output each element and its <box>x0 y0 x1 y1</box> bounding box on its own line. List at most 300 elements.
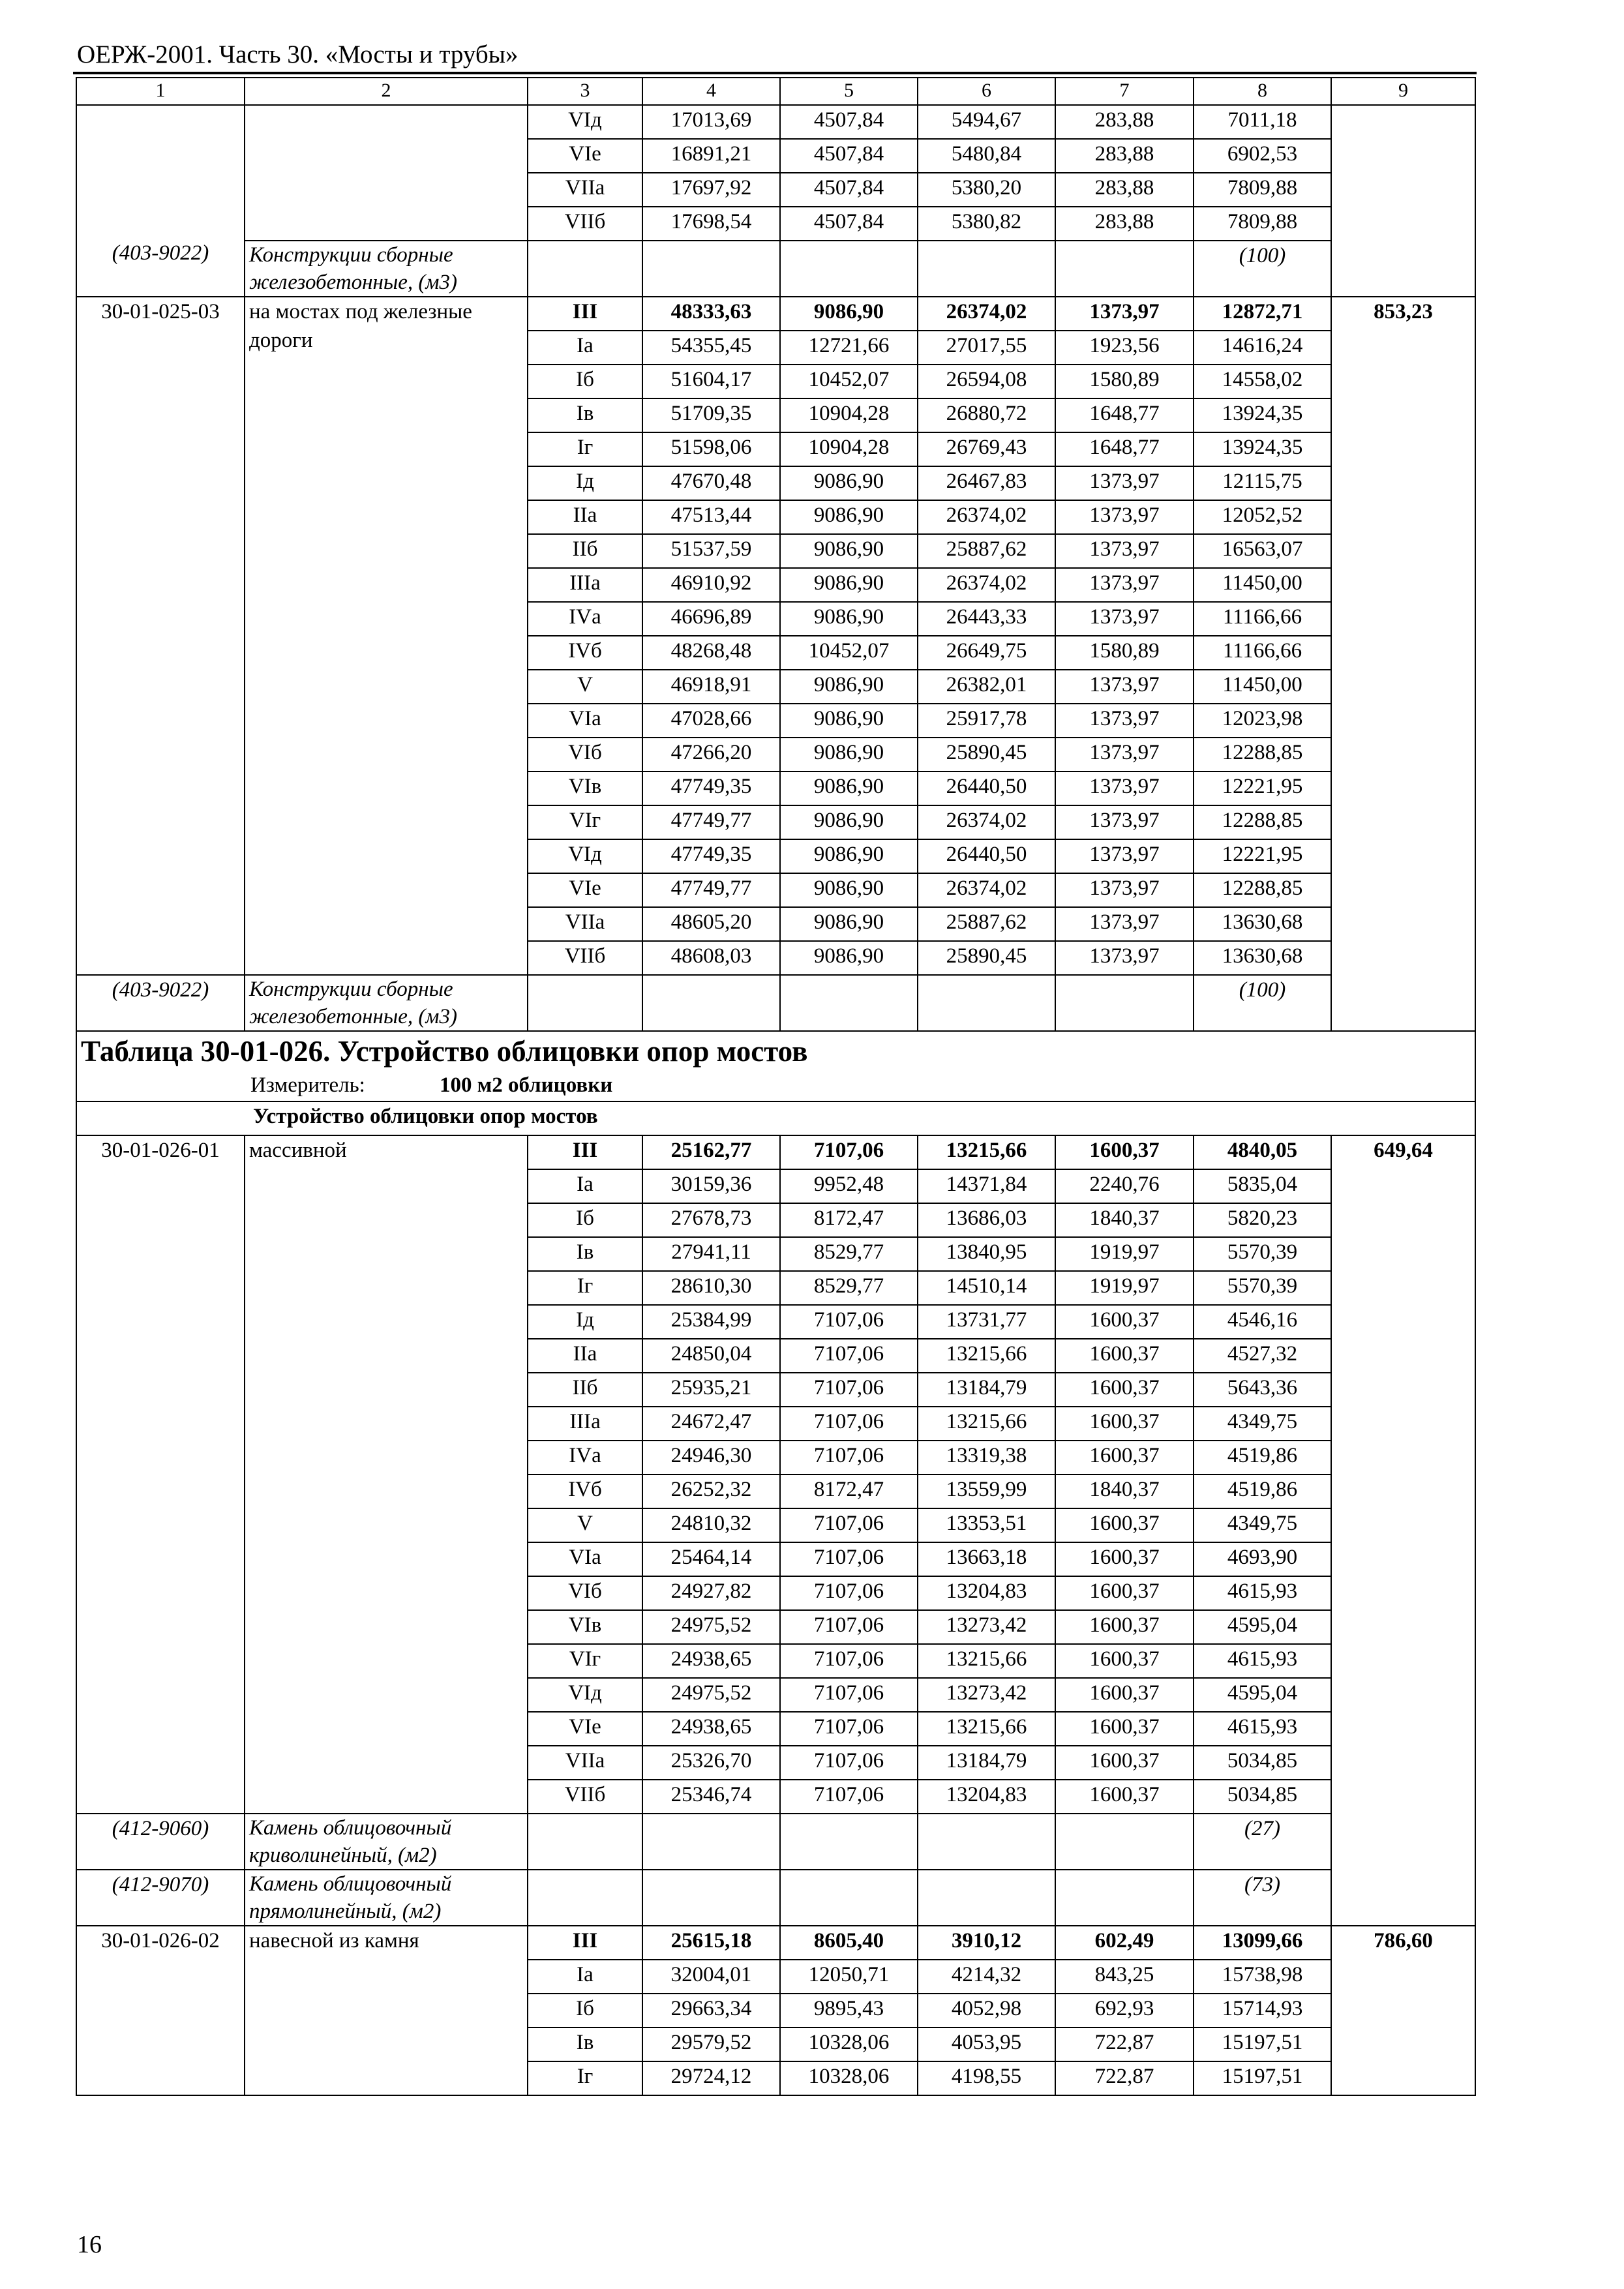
value-cell-col5: 9086,90 <box>780 466 918 500</box>
value-cell-col4: 51598,06 <box>642 432 780 466</box>
value-cell-col8: 7809,88 <box>1194 207 1331 241</box>
value-cell-col6: 5494,67 <box>918 105 1055 139</box>
material-quantity: (73) <box>1194 1870 1331 1926</box>
empty-cell <box>1055 1814 1194 1870</box>
zone-cell: Iб <box>528 365 642 398</box>
value-cell-col7: 1373,97 <box>1055 297 1194 331</box>
value-cell-col8: 5643,36 <box>1194 1373 1331 1407</box>
value-cell-col7: 1600,37 <box>1055 1678 1194 1712</box>
value-cell-col7: 1373,97 <box>1055 568 1194 602</box>
value-cell-col8: 11166,66 <box>1194 636 1331 670</box>
value-cell-col6: 13731,77 <box>918 1305 1055 1339</box>
value-cell-col4: 24810,32 <box>642 1508 780 1542</box>
value-cell-col8: 13630,68 <box>1194 941 1331 975</box>
value-cell-col5: 10328,06 <box>780 2061 918 2095</box>
value-cell-col8: 12872,71 <box>1194 297 1331 331</box>
value-cell-col8: 14558,02 <box>1194 365 1331 398</box>
value-cell-col5: 12721,66 <box>780 331 918 365</box>
value-cell-col4: 24672,47 <box>642 1407 780 1441</box>
value-cell-col6: 13184,79 <box>918 1746 1055 1780</box>
value-cell-col6: 25887,62 <box>918 534 1055 568</box>
value-cell-col4: 47028,66 <box>642 704 780 738</box>
value-cell-col5: 8605,40 <box>780 1926 918 1960</box>
value-cell-col7: 843,25 <box>1055 1960 1194 1994</box>
value-cell-col6: 13840,95 <box>918 1237 1055 1271</box>
value-cell-col4: 24946,30 <box>642 1441 780 1474</box>
value-cell-col8: 15197,51 <box>1194 2061 1331 2095</box>
position-code: 30-01-026-01 <box>76 1135 245 1814</box>
value-cell-col7: 1600,37 <box>1055 1746 1194 1780</box>
value-cell-col5: 7107,06 <box>780 1135 918 1169</box>
value-cell-col6: 26374,02 <box>918 568 1055 602</box>
value-cell-col4: 27678,73 <box>642 1203 780 1237</box>
value-cell-col5: 4507,84 <box>780 105 918 139</box>
rates-table <box>76 77 1476 2096</box>
position-code: 30-01-026-02 <box>76 1926 245 2095</box>
zone-cell: VIе <box>528 1712 642 1746</box>
value-cell-col8: 5034,85 <box>1194 1746 1331 1780</box>
value-cell-col8: 4527,32 <box>1194 1339 1331 1373</box>
empty-cell <box>642 1814 780 1870</box>
text-line: прямолинейный, (м2) <box>249 1900 442 1923</box>
value-cell-col7: 1600,37 <box>1055 1780 1194 1814</box>
position-description <box>245 1926 528 2095</box>
zone-cell: VIв <box>528 1610 642 1644</box>
value-cell-col6: 27017,55 <box>918 331 1055 365</box>
value-cell-col6: 13204,83 <box>918 1576 1055 1610</box>
empty-cell <box>780 1814 918 1870</box>
value-cell-col4: 25935,21 <box>642 1373 780 1407</box>
value-cell-col7: 1600,37 <box>1055 1407 1194 1441</box>
value-cell-col4: 26252,32 <box>642 1474 780 1508</box>
value-cell-col8: 4349,75 <box>1194 1407 1331 1441</box>
value-cell-col7: 1600,37 <box>1055 1305 1194 1339</box>
text-line: навесной из камня <box>249 1929 419 1952</box>
value-cell-col6: 26467,83 <box>918 466 1055 500</box>
value-cell-col8: 11166,66 <box>1194 602 1331 636</box>
value-cell-col8: 4349,75 <box>1194 1508 1331 1542</box>
value-cell-col4: 24975,52 <box>642 1610 780 1644</box>
value-cell-col8: 7011,18 <box>1194 105 1331 139</box>
value-cell-col4: 46910,92 <box>642 568 780 602</box>
value-cell-col5: 9086,90 <box>780 670 918 704</box>
position-description <box>245 297 528 975</box>
subheading: Устройство облицовки опор мостов <box>76 1101 1475 1135</box>
value-cell-col6: 5480,84 <box>918 139 1055 173</box>
value-cell-col7: 1840,37 <box>1055 1203 1194 1237</box>
empty-cell <box>642 241 780 297</box>
value-cell-col7: 1600,37 <box>1055 1441 1194 1474</box>
zone-cell: VIд <box>528 105 642 139</box>
value-cell-col6: 26649,75 <box>918 636 1055 670</box>
value-cell-col5: 9086,90 <box>780 873 918 907</box>
value-cell-col5: 9952,48 <box>780 1169 918 1203</box>
value-cell-col5: 8172,47 <box>780 1203 918 1237</box>
subheading-row <box>76 1101 1475 1135</box>
value-cell-col8: 11450,00 <box>1194 568 1331 602</box>
value-cell-col8: 15197,51 <box>1194 2027 1331 2061</box>
value-cell-col4: 29724,12 <box>642 2061 780 2095</box>
value-cell-col4: 46696,89 <box>642 602 780 636</box>
value-cell-col6: 13686,03 <box>918 1203 1055 1237</box>
value-cell-col8: 4615,93 <box>1194 1644 1331 1678</box>
value-cell-col7: 722,87 <box>1055 2027 1194 2061</box>
zone-cell: IIб <box>528 534 642 568</box>
position-code: 30-01-025-03 <box>76 297 245 975</box>
zone-cell: III <box>528 297 642 331</box>
empty-cell <box>780 975 918 1031</box>
column9-value: 853,23 <box>1331 297 1475 1031</box>
empty-cell <box>528 1870 642 1926</box>
value-cell-col7: 1600,37 <box>1055 1542 1194 1576</box>
zone-cell: VIе <box>528 139 642 173</box>
value-cell-col8: 12288,85 <box>1194 873 1331 907</box>
zone-cell: VIIб <box>528 207 642 241</box>
zone-cell: Iв <box>528 1237 642 1271</box>
column-number: 9 <box>1331 78 1475 105</box>
value-cell-col4: 25326,70 <box>642 1746 780 1780</box>
value-cell-col6: 25890,45 <box>918 941 1055 975</box>
value-cell-col6: 13559,99 <box>918 1474 1055 1508</box>
value-cell-col7: 1373,97 <box>1055 738 1194 771</box>
zone-cell: VIа <box>528 1542 642 1576</box>
value-cell-col6: 13215,66 <box>918 1407 1055 1441</box>
zone-cell: Iв <box>528 2027 642 2061</box>
value-cell-col7: 1373,97 <box>1055 466 1194 500</box>
value-cell-col4: 24927,82 <box>642 1576 780 1610</box>
section-title: Таблица 30-01-026. Устройство облицовки опор мостов <box>76 1031 1475 1071</box>
value-cell-col6: 13215,66 <box>918 1339 1055 1373</box>
zone-cell: V <box>528 670 642 704</box>
material-row <box>76 1870 1475 1926</box>
material-quantity: (100) <box>1194 241 1331 297</box>
value-cell-col5: 7107,06 <box>780 1780 918 1814</box>
zone-cell: VIд <box>528 1678 642 1712</box>
meter-label: Измеритель: <box>250 1073 365 1097</box>
value-cell-col7: 1373,97 <box>1055 839 1194 873</box>
table-row <box>76 105 1475 139</box>
material-quantity: (100) <box>1194 975 1331 1031</box>
value-cell-col8: 5835,04 <box>1194 1169 1331 1203</box>
value-cell-col6: 26382,01 <box>918 670 1055 704</box>
value-cell-col8: 5570,39 <box>1194 1237 1331 1271</box>
value-cell-col8: 12221,95 <box>1194 771 1331 805</box>
material-code: (403-9022) <box>112 241 209 265</box>
zone-cell: Iв <box>528 398 642 432</box>
empty-cell <box>918 1814 1055 1870</box>
value-cell-col7: 1600,37 <box>1055 1339 1194 1373</box>
value-cell-col6: 13215,66 <box>918 1644 1055 1678</box>
text-line: Камень облицовочный <box>249 1872 452 1896</box>
value-cell-col8: 13630,68 <box>1194 907 1331 941</box>
empty-cell <box>642 1870 780 1926</box>
value-cell-col5: 7107,06 <box>780 1576 918 1610</box>
value-cell-col6: 26374,02 <box>918 500 1055 534</box>
value-cell-col7: 1600,37 <box>1055 1576 1194 1610</box>
value-cell-col4: 29579,52 <box>642 2027 780 2061</box>
material-row <box>76 975 1475 1031</box>
value-cell-col5: 7107,06 <box>780 1644 918 1678</box>
empty-cell <box>918 1870 1055 1926</box>
material-description <box>245 1870 528 1926</box>
column-number: 2 <box>245 78 528 105</box>
empty-cell <box>1055 1870 1194 1926</box>
header-rule <box>73 72 1477 74</box>
zone-cell: Iб <box>528 1203 642 1237</box>
value-cell-col7: 1600,37 <box>1055 1373 1194 1407</box>
value-cell-col7: 1373,97 <box>1055 907 1194 941</box>
zone-cell: VIб <box>528 738 642 771</box>
material-code: (403-9022) <box>76 975 245 1031</box>
value-cell-col8: 4615,93 <box>1194 1576 1331 1610</box>
material-code: (412-9060) <box>76 1814 245 1870</box>
value-cell-col7: 2240,76 <box>1055 1169 1194 1203</box>
value-cell-col5: 8172,47 <box>780 1474 918 1508</box>
value-cell-col6: 3910,12 <box>918 1926 1055 1960</box>
material-description <box>245 241 528 297</box>
value-cell-col7: 1648,77 <box>1055 432 1194 466</box>
zone-cell: VIIб <box>528 1780 642 1814</box>
empty-cell <box>528 975 642 1031</box>
value-cell-col5: 7107,06 <box>780 1746 918 1780</box>
table-row <box>76 1926 1475 1960</box>
value-cell-col6: 26374,02 <box>918 805 1055 839</box>
value-cell-col8: 13099,66 <box>1194 1926 1331 1960</box>
value-cell-col7: 602,49 <box>1055 1926 1194 1960</box>
value-cell-col5: 9086,90 <box>780 297 918 331</box>
zone-cell: Iд <box>528 466 642 500</box>
value-cell-col8: 12023,98 <box>1194 704 1331 738</box>
value-cell-col6: 13273,42 <box>918 1610 1055 1644</box>
value-cell-col5: 9086,90 <box>780 602 918 636</box>
value-cell-col6: 13663,18 <box>918 1542 1055 1576</box>
value-cell-col4: 28610,30 <box>642 1271 780 1305</box>
zone-cell: III <box>528 1926 642 1960</box>
value-cell-col5: 9086,90 <box>780 839 918 873</box>
value-cell-col8: 4693,90 <box>1194 1542 1331 1576</box>
value-cell-col6: 14371,84 <box>918 1169 1055 1203</box>
value-cell-col4: 17013,69 <box>642 105 780 139</box>
value-cell-col7: 283,88 <box>1055 207 1194 241</box>
zone-cell: VIв <box>528 771 642 805</box>
zone-cell: IIа <box>528 500 642 534</box>
column9-cell-continued <box>1331 105 1475 297</box>
value-cell-col4: 25346,74 <box>642 1780 780 1814</box>
column-number: 5 <box>780 78 918 105</box>
value-cell-col8: 15714,93 <box>1194 1994 1331 2027</box>
value-cell-col5: 9086,90 <box>780 500 918 534</box>
value-cell-col6: 26594,08 <box>918 365 1055 398</box>
value-cell-col5: 7107,06 <box>780 1542 918 1576</box>
zone-cell: VIIа <box>528 1746 642 1780</box>
value-cell-col4: 24938,65 <box>642 1644 780 1678</box>
value-cell-col7: 1919,97 <box>1055 1237 1194 1271</box>
value-cell-col6: 26769,43 <box>918 432 1055 466</box>
zone-cell: Iб <box>528 1994 642 2027</box>
value-cell-col7: 283,88 <box>1055 173 1194 207</box>
zone-cell: VIIб <box>528 941 642 975</box>
value-cell-col6: 14510,14 <box>918 1271 1055 1305</box>
value-cell-col4: 29663,34 <box>642 1994 780 2027</box>
value-cell-col5: 4507,84 <box>780 207 918 241</box>
text-line: Конструкции сборные <box>249 243 453 267</box>
value-cell-col6: 4052,98 <box>918 1994 1055 2027</box>
section-title-row <box>76 1031 1475 1071</box>
column-number: 8 <box>1194 78 1331 105</box>
column-number: 6 <box>918 78 1055 105</box>
value-cell-col5: 7107,06 <box>780 1407 918 1441</box>
value-cell-col8: 13924,35 <box>1194 432 1331 466</box>
zone-cell: VIIа <box>528 907 642 941</box>
zone-cell: Iа <box>528 1960 642 1994</box>
material-quantity: (27) <box>1194 1814 1331 1870</box>
zone-cell: IIIа <box>528 1407 642 1441</box>
material-row <box>76 241 1475 297</box>
text-line: криволинейный, (м2) <box>249 1844 437 1867</box>
text-line: дороги <box>249 329 313 352</box>
value-cell-col6: 13319,38 <box>918 1441 1055 1474</box>
value-cell-col8: 12288,85 <box>1194 738 1331 771</box>
zone-cell: Iа <box>528 331 642 365</box>
value-cell-col8: 16563,07 <box>1194 534 1331 568</box>
value-cell-col6: 25887,62 <box>918 907 1055 941</box>
text-line: железобетонные, (м3) <box>249 1005 457 1028</box>
position-description <box>245 1135 528 1814</box>
zone-cell: VIе <box>528 873 642 907</box>
value-cell-col6: 4214,32 <box>918 1960 1055 1994</box>
value-cell-col4: 48333,63 <box>642 297 780 331</box>
value-cell-col6: 26443,33 <box>918 602 1055 636</box>
value-cell-col6: 13215,66 <box>918 1712 1055 1746</box>
value-cell-col5: 7107,06 <box>780 1678 918 1712</box>
value-cell-col6: 25917,78 <box>918 704 1055 738</box>
value-cell-col7: 1580,89 <box>1055 365 1194 398</box>
page-header <box>73 39 1477 70</box>
value-cell-col6: 13184,79 <box>918 1373 1055 1407</box>
zone-cell: IVб <box>528 636 642 670</box>
material-description <box>245 975 528 1031</box>
value-cell-col7: 1373,97 <box>1055 602 1194 636</box>
value-cell-col4: 47749,35 <box>642 839 780 873</box>
text-line: железобетонные, (м3) <box>249 271 457 294</box>
zone-cell: VIа <box>528 704 642 738</box>
material-code: (412-9070) <box>76 1870 245 1926</box>
value-cell-col7: 1373,97 <box>1055 941 1194 975</box>
column-number: 3 <box>528 78 642 105</box>
value-cell-col4: 16891,21 <box>642 139 780 173</box>
value-cell-col7: 692,93 <box>1055 1994 1194 2027</box>
value-cell-col4: 48605,20 <box>642 907 780 941</box>
value-cell-col6: 4198,55 <box>918 2061 1055 2095</box>
value-cell-col5: 9086,90 <box>780 941 918 975</box>
value-cell-col5: 7107,06 <box>780 1305 918 1339</box>
value-cell-col5: 9086,90 <box>780 907 918 941</box>
value-cell-col7: 1373,97 <box>1055 500 1194 534</box>
value-cell-col4: 24975,52 <box>642 1678 780 1712</box>
value-cell-col5: 10904,28 <box>780 432 918 466</box>
value-cell-col5: 7107,06 <box>780 1712 918 1746</box>
value-cell-col4: 47749,77 <box>642 873 780 907</box>
zone-cell: VIд <box>528 839 642 873</box>
value-cell-col8: 12052,52 <box>1194 500 1331 534</box>
empty-cell <box>1055 975 1194 1031</box>
zone-cell: VIг <box>528 805 642 839</box>
text-line: массивной <box>249 1139 347 1162</box>
document-title: ОЕРЖ-2001. Часть 30. «Мосты и трубы» <box>77 40 519 68</box>
zone-cell: VIг <box>528 1644 642 1678</box>
value-cell-col8: 6902,53 <box>1194 139 1331 173</box>
value-cell-col5: 9086,90 <box>780 805 918 839</box>
value-cell-col4: 46918,91 <box>642 670 780 704</box>
meter-cell <box>76 1071 1475 1101</box>
zone-cell: Iг <box>528 432 642 466</box>
value-cell-col7: 1580,89 <box>1055 636 1194 670</box>
value-cell-col4: 25464,14 <box>642 1542 780 1576</box>
value-cell-col7: 1600,37 <box>1055 1135 1194 1169</box>
empty-cell <box>780 1870 918 1926</box>
value-cell-col7: 1373,97 <box>1055 670 1194 704</box>
value-cell-col6: 25890,45 <box>918 738 1055 771</box>
value-cell-col8: 14616,24 <box>1194 331 1331 365</box>
zone-cell: IVб <box>528 1474 642 1508</box>
meter-row <box>76 1071 1475 1101</box>
value-cell-col8: 11450,00 <box>1194 670 1331 704</box>
value-cell-col8: 7809,88 <box>1194 173 1331 207</box>
value-cell-col7: 1600,37 <box>1055 1610 1194 1644</box>
table-row <box>76 1135 1475 1169</box>
value-cell-col8: 4595,04 <box>1194 1678 1331 1712</box>
value-cell-col5: 10904,28 <box>780 398 918 432</box>
zone-cell: Iд <box>528 1305 642 1339</box>
value-cell-col8: 12115,75 <box>1194 466 1331 500</box>
value-cell-col7: 283,88 <box>1055 139 1194 173</box>
column-number: 7 <box>1055 78 1194 105</box>
value-cell-col6: 5380,20 <box>918 173 1055 207</box>
value-cell-col8: 4840,05 <box>1194 1135 1331 1169</box>
value-cell-col8: 15738,98 <box>1194 1960 1331 1994</box>
value-cell-col8: 4595,04 <box>1194 1610 1331 1644</box>
material-row <box>76 1814 1475 1870</box>
value-cell-col4: 17698,54 <box>642 207 780 241</box>
value-cell-col6: 13204,83 <box>918 1780 1055 1814</box>
material-description <box>245 1814 528 1870</box>
value-cell-col4: 51709,35 <box>642 398 780 432</box>
value-cell-col4: 51537,59 <box>642 534 780 568</box>
value-cell-col7: 1373,97 <box>1055 534 1194 568</box>
value-cell-col5: 7107,06 <box>780 1373 918 1407</box>
value-cell-col5: 8529,77 <box>780 1237 918 1271</box>
zone-cell: V <box>528 1508 642 1542</box>
value-cell-col7: 1373,97 <box>1055 805 1194 839</box>
value-cell-col5: 7107,06 <box>780 1441 918 1474</box>
value-cell-col8: 5034,85 <box>1194 1780 1331 1814</box>
description-cell-continued <box>245 105 528 241</box>
value-cell-col7: 283,88 <box>1055 105 1194 139</box>
value-cell-col6: 4053,95 <box>918 2027 1055 2061</box>
zone-cell: IIIа <box>528 568 642 602</box>
value-cell-col7: 1373,97 <box>1055 771 1194 805</box>
value-cell-col8: 5820,23 <box>1194 1203 1331 1237</box>
meter-value: 100 м2 облицовки <box>440 1073 613 1097</box>
value-cell-col4: 54355,45 <box>642 331 780 365</box>
value-cell-col5: 7107,06 <box>780 1508 918 1542</box>
value-cell-col4: 30159,36 <box>642 1169 780 1203</box>
zone-cell: IVа <box>528 1441 642 1474</box>
value-cell-col4: 47749,35 <box>642 771 780 805</box>
value-cell-col4: 32004,01 <box>642 1960 780 1994</box>
value-cell-col5: 9086,90 <box>780 771 918 805</box>
value-cell-col4: 47513,44 <box>642 500 780 534</box>
